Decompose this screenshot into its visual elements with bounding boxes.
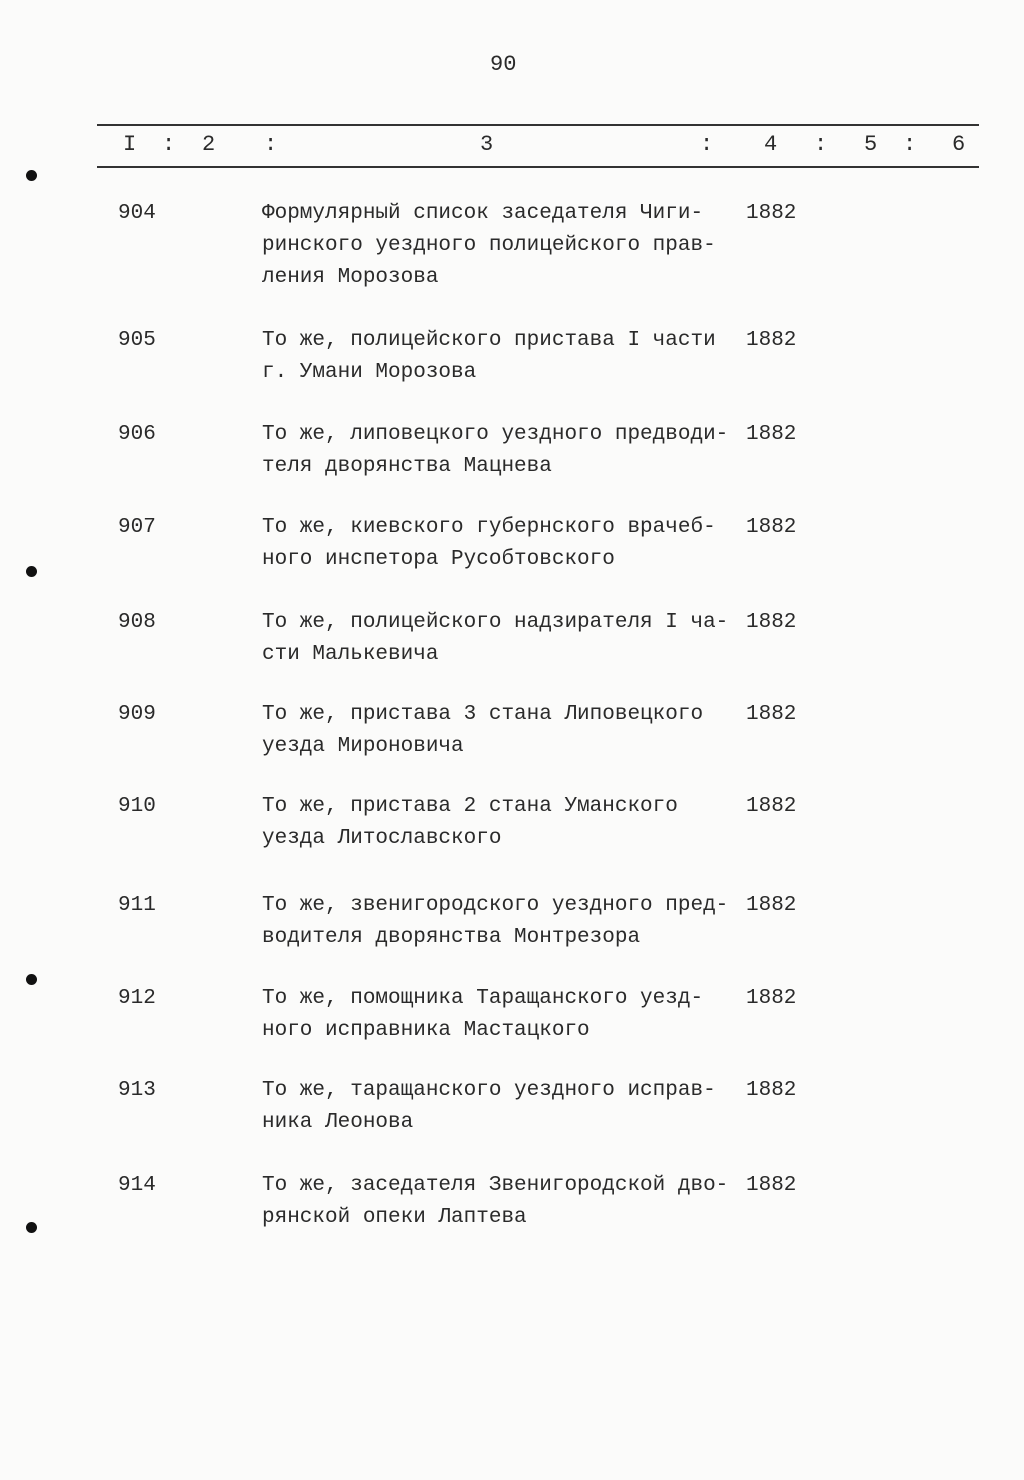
item-year: 1882 (746, 329, 797, 352)
item-description (262, 325, 716, 389)
binding-hole-mark (26, 974, 37, 985)
item-description (262, 607, 728, 671)
item-description (262, 1075, 716, 1139)
item-description (262, 791, 678, 855)
description-line: То же, звенигородского уездного пред- (262, 894, 729, 917)
item-number: 913 (118, 1079, 156, 1102)
description-line: ринского уездного полицейского прав- (262, 234, 716, 257)
item-year: 1882 (746, 795, 797, 818)
description-line: ника Леонова (262, 1111, 414, 1134)
column-separator: : (264, 132, 278, 157)
item-description (262, 512, 716, 576)
item-number: 904 (118, 202, 156, 225)
description-line: То же, киевского губернского врачеб- (262, 516, 716, 539)
column-separator: : (814, 132, 828, 157)
item-year: 1882 (746, 611, 797, 634)
table-header-rule (97, 166, 979, 168)
item-year: 1882 (746, 703, 797, 726)
description-line: сти Малькевича (262, 643, 439, 666)
item-number: 905 (118, 329, 156, 352)
item-description (262, 699, 703, 763)
item-year: 1882 (746, 423, 797, 446)
item-number: 914 (118, 1174, 156, 1197)
column-header-3: 3 (480, 132, 494, 157)
item-number: 906 (118, 423, 156, 446)
column-header-5: 5 (864, 132, 878, 157)
item-year: 1882 (746, 516, 797, 539)
table-top-rule (97, 124, 979, 126)
item-description (262, 419, 728, 483)
binding-hole-mark (26, 1222, 37, 1233)
column-header-1: I (123, 132, 137, 157)
binding-hole-mark (26, 170, 37, 181)
description-line: ного инспетора Русобтовского (262, 548, 615, 571)
description-line: Формулярный список заседателя Чиги- (262, 202, 704, 225)
column-header-4: 4 (764, 132, 778, 157)
description-line: То же, заседателя Звенигородской дво- (262, 1174, 729, 1197)
page-number: 90 (490, 52, 517, 77)
item-year: 1882 (746, 894, 797, 917)
description-line: уезда Литославского (262, 827, 502, 850)
column-header-6: 6 (952, 132, 966, 157)
column-separator: : (162, 132, 176, 157)
item-description (262, 890, 728, 954)
item-number: 912 (118, 987, 156, 1010)
description-line: г. Умани Морозова (262, 361, 477, 384)
description-line: То же, помощника Таращанского уезд- (262, 987, 704, 1010)
description-line: То же, полицейского надзирателя I ча- (262, 611, 729, 634)
description-line: То же, пристава 3 стана Липовецкого (262, 703, 704, 726)
binding-hole-mark (26, 566, 37, 577)
description-line: То же, таращанского уездного исправ- (262, 1079, 716, 1102)
description-line: ного исправника Мастацкого (262, 1019, 590, 1042)
description-line: То же, пристава 2 стана Уманского (262, 795, 678, 818)
description-line: То же, полицейского пристава I части (262, 329, 716, 352)
description-line: ления Морозова (262, 266, 439, 289)
item-number: 907 (118, 516, 156, 539)
item-year: 1882 (746, 1174, 797, 1197)
item-number: 909 (118, 703, 156, 726)
item-number: 908 (118, 611, 156, 634)
description-line: уезда Мироновича (262, 735, 464, 758)
description-line: водителя дворянства Монтрезора (262, 926, 641, 949)
description-line: теля дворянства Мацнева (262, 455, 552, 478)
item-year: 1882 (746, 202, 797, 225)
item-year: 1882 (746, 1079, 797, 1102)
column-separator: : (700, 132, 714, 157)
description-line: То же, липовецкого уездного предводи- (262, 423, 729, 446)
item-description (262, 1170, 728, 1234)
column-separator: : (903, 132, 917, 157)
item-number: 911 (118, 894, 156, 917)
item-description (262, 198, 716, 294)
item-description (262, 983, 703, 1047)
item-year: 1882 (746, 987, 797, 1010)
description-line: рянской опеки Лаптева (262, 1206, 527, 1229)
column-header-2: 2 (202, 132, 216, 157)
item-number: 910 (118, 795, 156, 818)
